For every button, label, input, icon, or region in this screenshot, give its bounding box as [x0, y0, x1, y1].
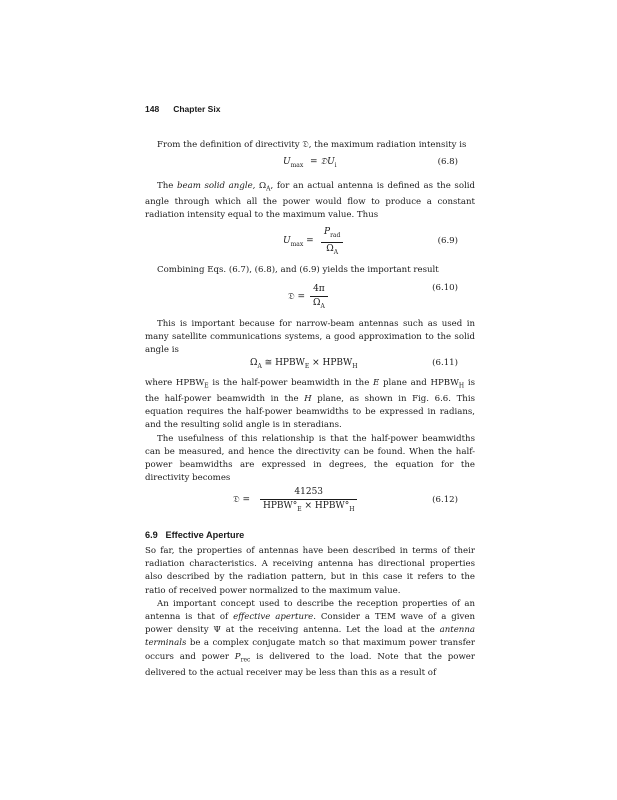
fraction: $\frac{P_{rad}}{\Omega_A}$: [321, 226, 343, 259]
equation-number: (6.9): [437, 236, 458, 246]
fraction: $\frac{4\pi}{\Omega_A}$: [310, 283, 328, 313]
paragraph-3: Combining Eqs. (6.7), (6.8), and (6.9) yields the important result: [157, 265, 439, 275]
chapter-title: Chapter Six: [173, 104, 221, 114]
equation-6-9: $U_{max}$ = $\frac{P_{rad}}{\Omega_A}$ (6.9): [145, 226, 475, 260]
paragraph-2: The beam solid angle, $\Omega_A$, for an actual antenna is defined as the solid angle through which all the power would flow to produce a constant radiation intensity equal to the maximum value. Thus: [145, 181, 475, 221]
running-header: [145, 104, 220, 114]
page-number: 148: [145, 104, 160, 114]
equation-number: (6.11): [432, 358, 458, 368]
equation-number: (6.12): [432, 495, 458, 505]
paragraph-4: This is important because for narrow-beam antennas such as used in many satellite communications systems, a good approximation to the solid angle is: [145, 319, 475, 356]
equation-6-11: $\Omega_A$ ≅ $HPBW_E$ × $HPBW_H$ (6.11): [250, 358, 458, 370]
paragraph-5: where $HPBW_E$ is the half-power beamwidth in the E plane and $HPBW_H$ is the half-power beamwidth in the H plane, as shown in Fig. 6.6. This equation requires the half-power beamwidths to be expressed in radians, and the resulting solid angle is in steradians. The usefulness of this relationship is that the half-power beamwidths can be measured, and hence the directivity can be found. When the half-power beamwidths are expressed in degrees, the equation for the directivity becomes: [145, 378, 476, 484]
paragraph-1: From the definition of directivity 𝔇, the maximum radiation intensity is: [157, 140, 467, 150]
equation-6-12: 𝔇 = $\frac{41253}{HPBW^\circ_E \times HPBW^\circ_H}$ (6.12): [145, 486, 475, 520]
equation-6-10: 𝔇 = $\frac{4\pi}{\Omega_A}$ (6.10): [145, 283, 475, 317]
equation-number: (6.8): [437, 157, 458, 167]
fraction: $\frac{41253}{HPBW^\circ_E \times HPBW^\circ_H}$: [260, 486, 357, 516]
section-heading: 6.9 Effective Aperture: [145, 530, 245, 540]
equation-6-8: $U_{max}$ = 𝔇U$_i$ (6.8): [283, 157, 458, 169]
paragraph-7: So far, the properties of antennas have been described in terms of their radiation characteristics. A receiving antenna has directional properties also described by the radiation pattern, but in this case it refers to the ratio of received power normalized to the maximum value. An important concept used to describe the reception properties of an antenna is that of effective aperture. Consider a TEM wave of a given power density Ψ at the receiving antenna. Let the load at the antenna terminals be a complex conjugate match so that maximum power transfer occurs and power $P_{rec}$ is delivered to the load. Note that the power delivered to the actual receiver may be less than this as a result of: [145, 546, 475, 678]
equation-number: (6.10): [432, 283, 458, 293]
